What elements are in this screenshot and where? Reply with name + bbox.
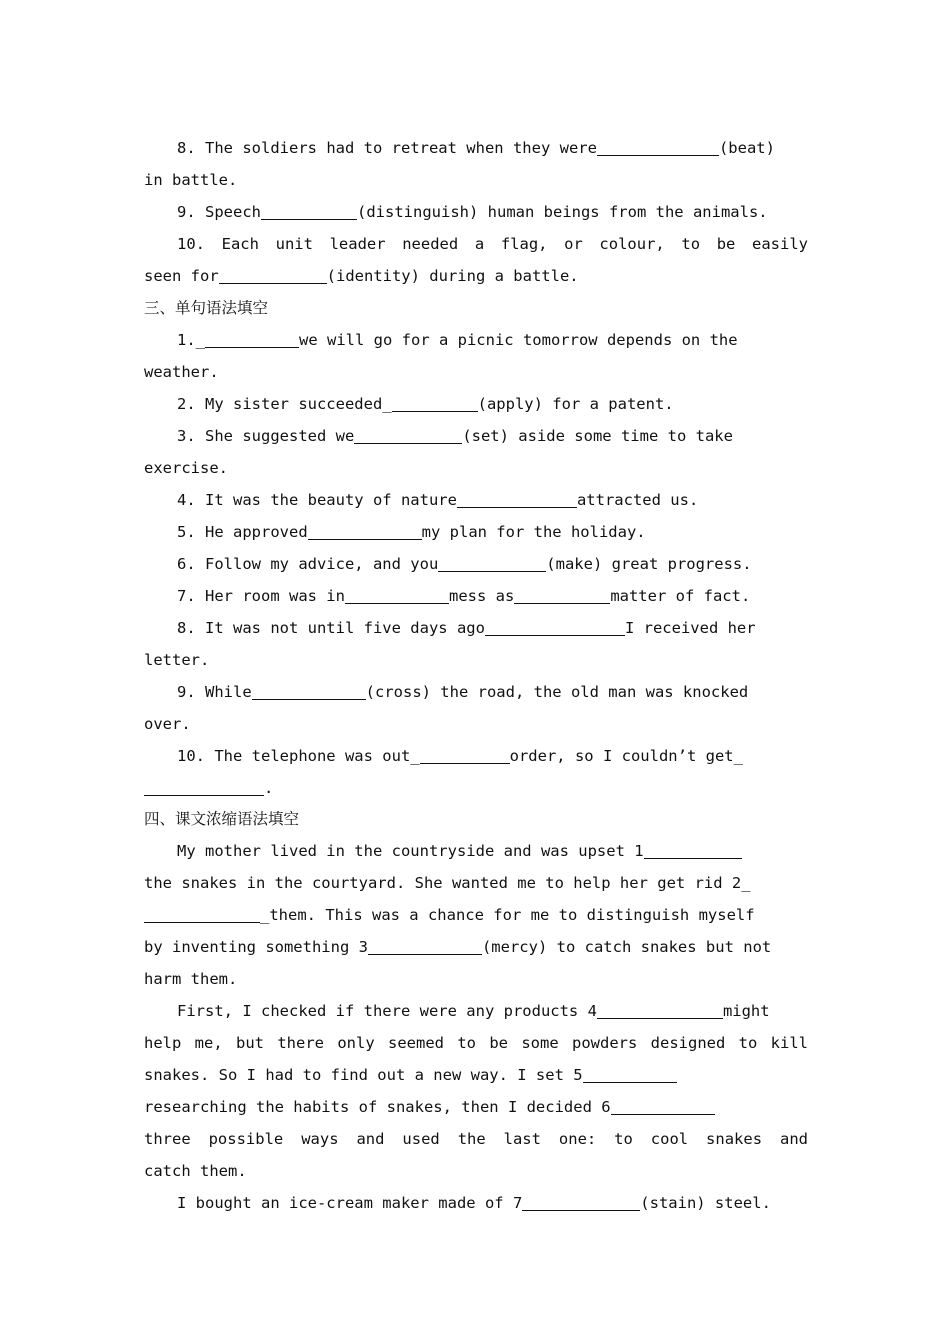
question-text: I received her xyxy=(624,619,756,637)
answer-blank[interactable] xyxy=(514,585,610,604)
answer-blank[interactable] xyxy=(368,936,482,955)
answer-blank[interactable] xyxy=(219,265,327,284)
question-text: 5. He approved xyxy=(177,523,308,541)
question-text: (cross) the road, the old man was knocked xyxy=(365,683,749,701)
s3-q9-line2: over. xyxy=(144,715,191,733)
s3-q9-line1 xyxy=(177,676,808,708)
answer-blank[interactable] xyxy=(611,1096,715,1115)
passage-text: might xyxy=(722,1002,770,1020)
answer-blank[interactable] xyxy=(144,777,264,796)
question-text: (beat) xyxy=(718,139,775,157)
passage-text: My mother lived in the countryside and was upset 1 xyxy=(177,842,644,860)
s4-p2-line2: help me, but there only seemed to be some powders designed to kill xyxy=(144,1034,808,1052)
answer-blank[interactable] xyxy=(144,904,260,923)
s3-q3-line1 xyxy=(177,420,808,452)
question-text: (distinguish) human beings from the animals. xyxy=(357,203,768,221)
passage-text: First, I checked if there were any products 4 xyxy=(177,1002,597,1020)
answer-blank[interactable] xyxy=(522,1192,640,1211)
answer-blank[interactable] xyxy=(392,393,478,412)
s4-p1-line1 xyxy=(177,835,808,867)
question-text: 2. My sister succeeded_ xyxy=(177,395,392,413)
answer-blank[interactable] xyxy=(597,1000,723,1019)
s3-q4 xyxy=(177,484,808,516)
question-text: mess as xyxy=(448,587,515,605)
passage-text: researching the habits of snakes, then I decided 6 xyxy=(144,1098,611,1116)
s4-p1-line5: harm them. xyxy=(144,970,238,988)
s2-q9 xyxy=(177,196,808,228)
s4-p2-line4 xyxy=(144,1091,808,1123)
answer-blank[interactable] xyxy=(205,329,299,348)
question-text: 4. It was the beauty of nature xyxy=(177,491,457,509)
question-text: (make) great progress. xyxy=(546,555,752,573)
passage-text: (stain) steel. xyxy=(640,1194,771,1212)
s4-p1-line2 xyxy=(144,867,808,899)
question-text: (identity) during a battle. xyxy=(326,267,579,285)
answer-blank[interactable] xyxy=(597,137,719,156)
answer-blank[interactable] xyxy=(420,745,510,764)
answer-blank[interactable] xyxy=(438,553,546,572)
answer-blank[interactable] xyxy=(252,681,366,700)
answer-blank[interactable] xyxy=(485,617,625,636)
question-text: 1._ xyxy=(177,331,205,349)
question-text: seen for xyxy=(144,267,219,285)
question-text: order, so I couldn’t get_ xyxy=(509,747,743,765)
passage-text: (mercy) to catch snakes but not xyxy=(481,938,772,956)
question-text: (set) aside some time to take xyxy=(462,427,733,445)
s4-p1-line3 xyxy=(144,899,808,931)
passage-text: the snakes in the courtyard. She wanted me to help her get rid 2_ xyxy=(144,874,751,892)
passage-text: by inventing something 3 xyxy=(144,938,368,956)
section3-heading: 三、单句语法填空 xyxy=(144,299,269,317)
question-text: matter of fact. xyxy=(610,587,751,605)
s3-q2 xyxy=(177,388,808,420)
passage-text: snakes. So I had to find out a new way. I set 5 xyxy=(144,1066,583,1084)
answer-blank[interactable] xyxy=(345,585,449,604)
s4-p1-line4 xyxy=(144,931,808,963)
answer-blank[interactable] xyxy=(583,1064,677,1083)
s3-q6 xyxy=(177,548,808,580)
question-text: 9. While xyxy=(177,683,252,701)
question-text: 10. The telephone was out_ xyxy=(177,747,420,765)
answer-blank[interactable] xyxy=(261,201,357,220)
s3-q1-line1 xyxy=(177,324,808,356)
question-text: 3. She suggested we xyxy=(177,427,355,445)
s3-q10-line2 xyxy=(144,772,808,804)
answer-blank[interactable] xyxy=(354,425,462,444)
s2-q10-line2 xyxy=(144,260,808,292)
s3-q1-line2: weather. xyxy=(144,363,219,381)
s2-q10-line1: 10. Each unit leader needed a flag, or colour, to be easily xyxy=(177,235,808,253)
s3-q10-line1 xyxy=(177,740,808,772)
s2-q8-line2: in battle. xyxy=(144,171,238,189)
s3-q7 xyxy=(177,580,808,612)
s4-p3-line1 xyxy=(177,1187,808,1219)
question-text: . xyxy=(264,779,274,797)
question-text: The soldiers had to retreat when they were xyxy=(205,139,597,157)
s4-p2-line3 xyxy=(144,1059,808,1091)
question-text: we will go for a picnic tomorrow depends on the xyxy=(299,331,738,349)
question-text: 8. It was not until five days ago xyxy=(177,619,485,637)
question-text: Speech xyxy=(205,203,262,221)
answer-blank[interactable] xyxy=(308,521,422,540)
s3-q5 xyxy=(177,516,808,548)
answer-blank[interactable] xyxy=(457,489,577,508)
question-number: 8. xyxy=(177,139,196,157)
question-text: (apply) for a patent. xyxy=(477,395,674,413)
question-text: 7. Her room was in xyxy=(177,587,345,605)
s3-q8-line2: letter. xyxy=(144,651,210,669)
question-text: my plan for the holiday. xyxy=(421,523,646,541)
s4-p2-line5: three possible ways and used the last one: to cool snakes and xyxy=(144,1130,808,1148)
section4-heading: 四、课文浓缩语法填空 xyxy=(144,810,300,828)
answer-blank[interactable] xyxy=(644,840,742,859)
s2-q8-line1 xyxy=(177,132,808,164)
question-text: attracted us. xyxy=(576,491,699,509)
passage-text: _them. This was a chance for me to distinguish myself xyxy=(260,906,755,924)
s4-p2-line6: catch them. xyxy=(144,1162,247,1180)
question-text: 6. Follow my advice, and you xyxy=(177,555,439,573)
s3-q8-line1 xyxy=(177,612,808,644)
s3-q3-line2: exercise. xyxy=(144,459,228,477)
passage-text: I bought an ice-cream maker made of 7 xyxy=(177,1194,523,1212)
s4-p2-line1 xyxy=(177,995,808,1027)
question-number: 9. xyxy=(177,203,196,221)
